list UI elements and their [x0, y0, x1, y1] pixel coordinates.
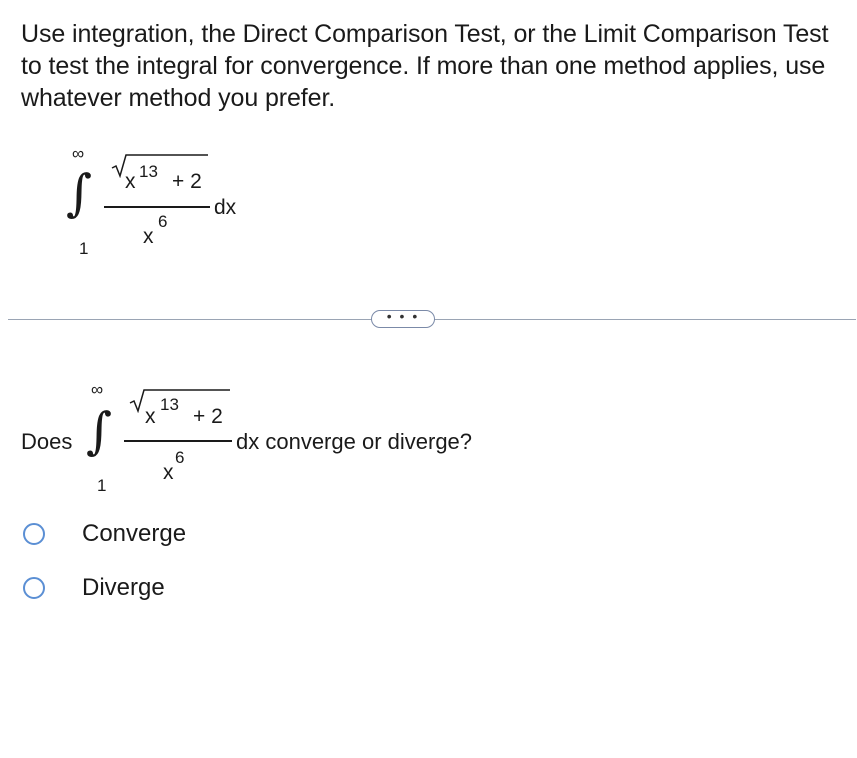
question-integral-upper-limit: ∞ — [91, 380, 104, 399]
question-numerator-rest: + 2 — [193, 405, 223, 428]
radio-button-unselected-icon[interactable] — [23, 577, 45, 599]
question-denominator-base: x — [163, 461, 174, 484]
option-diverge[interactable] — [23, 576, 165, 600]
option-converge-label: Converge — [82, 520, 187, 547]
ellipsis-icon: • • • — [386, 308, 420, 324]
question-suffix: dx converge or diverge? — [236, 429, 473, 454]
question-integral-sign: ∫ — [86, 402, 113, 460]
question-denominator-exponent: 6 — [175, 448, 185, 467]
option-converge[interactable] — [23, 522, 186, 546]
question-numerator-exponent: 13 — [160, 395, 179, 414]
fraction-bar — [104, 206, 210, 208]
question-fraction-bar — [124, 440, 232, 442]
denominator-exponent: 6 — [158, 212, 168, 231]
numerator-exponent: 13 — [139, 162, 158, 181]
question-prefix: Does — [21, 429, 73, 454]
numerator-base: x — [125, 170, 136, 193]
option-diverge-label: Diverge — [82, 574, 165, 601]
numerator-rest: + 2 — [172, 170, 202, 193]
denominator-base: x — [143, 225, 154, 248]
question-integral-lower-limit: 1 — [97, 476, 107, 495]
integral-upper-limit: ∞ — [72, 144, 85, 163]
problem-instructions: Use integration, the Direct Comparison Test, or the Limit Comparison Test to test the integral for convergence. If more than one method applies, use whatever method you prefer. — [21, 20, 829, 112]
show-more-button[interactable] — [371, 310, 435, 328]
question-numerator-base: x — [145, 405, 156, 428]
integral-sign: ∫ — [66, 164, 93, 222]
differential: dx — [214, 196, 237, 219]
integral-lower-limit: 1 — [79, 239, 89, 258]
radio-button-unselected-icon[interactable] — [23, 523, 45, 545]
